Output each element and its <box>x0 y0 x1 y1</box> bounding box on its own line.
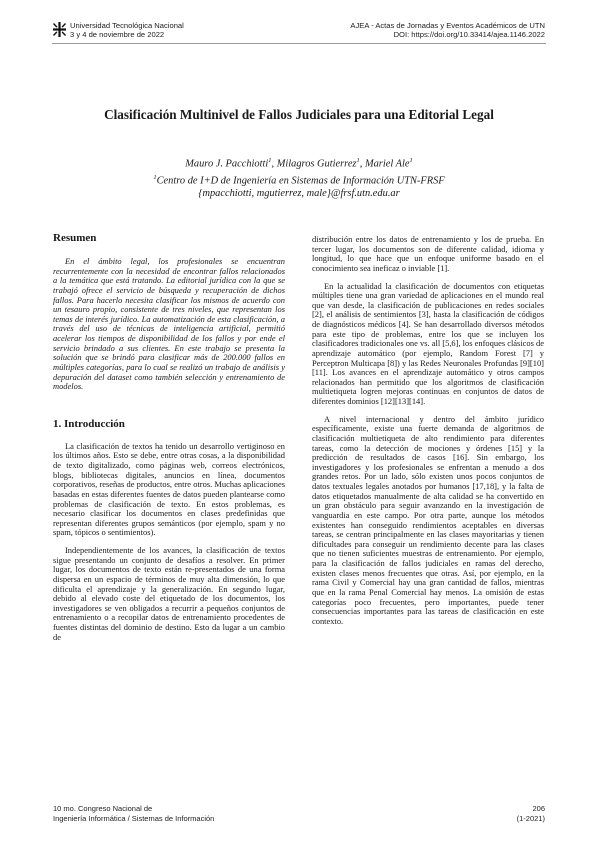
right-column <box>312 235 544 626</box>
utn-logo-icon <box>53 22 66 37</box>
congress-subtitle: Ingeniería Informática / Sistemas de Información <box>53 814 215 823</box>
intro-heading: 1. Introducción <box>53 417 125 430</box>
footer-left <box>53 804 214 824</box>
author-name: Milagros Gutierrez <box>276 158 357 170</box>
author-name: Mauro J. Pacchiotti <box>185 158 269 170</box>
body-paragraph: distribución entre los datos de entrenamiento y los de prueba. En tercer lugar, los documentos son de diferente calidad, idioma y longitud, lo que hace que un enfoque uniforme basado en el conocimiento sea ineficaz o inviable [1]. <box>312 234 544 273</box>
author-block <box>40 154 558 201</box>
intro-paragraph: La clasificación de textos ha tenido un desarrollo vertiginoso en los últimos años. Esto se debe, entre otras cosas, a la disponibilidad de texto digitalizado, como páginas web, correos electrónicos, blogs, bibliotecas digitales, anuncios en línea, documentos corporativos, reseñas de productos, entre otros. Muchas aplicaciones basadas en estas diferentes fuentes de datos pueden plantearse como problemas de clasificación de texto. En estos problemas, es necesario clasificar los documentos en clases predefinidas que representan diferentes grupos semánticos (por ejemplo, spam y no spam, tópicos o sentimientos). <box>53 440 285 538</box>
author-affil-mark: 1 <box>356 157 360 164</box>
affiliation <box>40 171 558 188</box>
header-left <box>70 21 184 40</box>
paper-title: Clasificación Multinivel de Fallos Judiciales para una Editorial Legal <box>104 107 494 122</box>
event-dates: 3 y 4 de noviembre de 2022 <box>70 30 165 40</box>
author-emails: {mpacchiotti, mgutierrez, male}@frsf.utn.edu.ar <box>198 188 400 200</box>
abstract-heading: Resumen <box>53 232 97 244</box>
author-affil-mark: 1 <box>268 157 272 164</box>
author-name: Mariel Ale <box>364 158 410 170</box>
intro-paragraph: Independientemente de los avances, la clasificación de textos sigue presentando un conjunto de desafíos a resolver. En primer lugar, los documentos de texto están re-presentados de una forma dispersa en un espacio de términos de muy alta dimensión, lo que dificulta el aprendizaje y la generalización. En segundo lugar, debido al elevado coste del etiquetado de los documentos, los investigadores se ven obligados a recurrir a pequeños conjuntos de entrenamiento o a recopilar datos de entrenamiento procedentes de fuentes distintas del dominio de destino. Esto da lugar a un cambio de <box>53 545 285 642</box>
body-paragraph: A nivel internacional y dentro del ámbito jurídico específicamente, existe una fuerte demanda de algoritmos de clasificación multietiqueta de alto rendimiento para diferentes tareas, como la detección de mociones y órdenes [15] y la predicción de resultados de casos [16]. Sin embargo, los investigadores y los profesionales se enfrentan a menudo a dos grandes retos. Por un lado, sólo existen unos pocos conjuntos de datos textuales legales anotados por humanos [17,18], y la falta de datos etiquetados manualmente de alta calidad se ha convertido en un gran obstáculo para seguir avanzando en la investigación de vanguardia en este campo. Por otra parte, aunque los métodos existentes han conseguido rendimientos aceptables en diversas tareas, se centran principalmente en las clases mayoritarias y tienen dificultades para conseguir un rendimiento decente para las clases que no tienen suficientes muestras de entrenamiento. Por ejemplo, para la clasificación de fallos judiciales en ramas del derecho, existen clases menos frecuentes que otras. Así, por ejemplo, en la rama Civil y Comercial hay una gran cantidad de fallos, mientras que en la rama Penal Comercial hay menos. La omisión de estas categorías poco frecuentes, pero importantes, puede tener consecuencias importantes para las tareas de clasificación en este contexto. <box>312 413 544 626</box>
left-column <box>53 232 285 642</box>
university-name: Universidad Tecnológica Nacional <box>70 21 184 30</box>
header-right <box>350 21 545 40</box>
congress-name: 10 mo. Congreso Nacional de <box>53 804 153 813</box>
abstract-text: En el ámbito legal, los profesionales se encuentran recurrentemente con la necesidad de encontrar fallos relacionados a la temática que está tratando. La editorial jurídica con la que se trabajó ofrece el servicio de búsqueda y recuperación de dichos fallos. Para hacerlo necesita clasificar los mismos de acuerdo con un tesauro propio, consistente de tres niveles, que representan los temas de interés jurídico. La automatización de esta clasificación, a través del uso de técnicas de inteligencia artificial, permitió acelerar los tiempos de disponibilidad de los fallos y por ende el servicio brindado a sus clientes. En este trabajo se presenta la solución que se brindó para clasificar más de 200.000 fallos en múltiples categorías, para lo cual se realizó un trabajo de análisis y depuración del dataset como también selección y entrenamiento de modelos. <box>53 256 285 392</box>
proceedings-name: AJEA - Actas de Jornadas y Eventos Académicos de UTN <box>350 21 545 30</box>
header-divider <box>52 43 546 44</box>
affiliation-mark: 1 <box>153 173 157 181</box>
page-number: 206 <box>532 804 545 813</box>
body-paragraph: En la actualidad la clasificación de documentos con etiquetas múltiples tiene una gran variedad de aplicaciones en el mundo real que van desde, la clasificación de publicaciones en redes sociales [2], el análisis de sentimientos [3], hasta la clasificación de códigos de diagnósticos médicos [4]. Se han desarrollado diversos métodos para este tipo de problemas, entre los que se incluyen los clasificadores tradicionales one vs. all [5,6], los enfoques clásicos de aprendizaje automático (por ejemplo, Random Forest [7] y Perceptron Multicapa [8]) y las Redes Neuronales Profundas [9][10][11]. Los avances en el aprendizaje automático y otros campos relacionados han permitido que los algoritmos de clasificación multietiqueta logren mejoras continuas en conjuntos de datos de diferentes dominios [12][13][14]. <box>312 280 544 406</box>
author-affil-mark: 1 <box>409 157 413 164</box>
issue-number: (1-2021) <box>516 814 545 823</box>
author-separator: , <box>271 158 277 170</box>
footer-right <box>517 804 545 824</box>
author-list <box>40 154 558 171</box>
author-separator: , <box>359 158 365 170</box>
affiliation-text: Centro de I+D de Ingeniería en Sistemas de Información UTN-FRSF <box>156 175 445 187</box>
doi-link[interactable]: DOI: https://doi.org/10.33414/ajea.1146.2022 <box>393 30 545 40</box>
